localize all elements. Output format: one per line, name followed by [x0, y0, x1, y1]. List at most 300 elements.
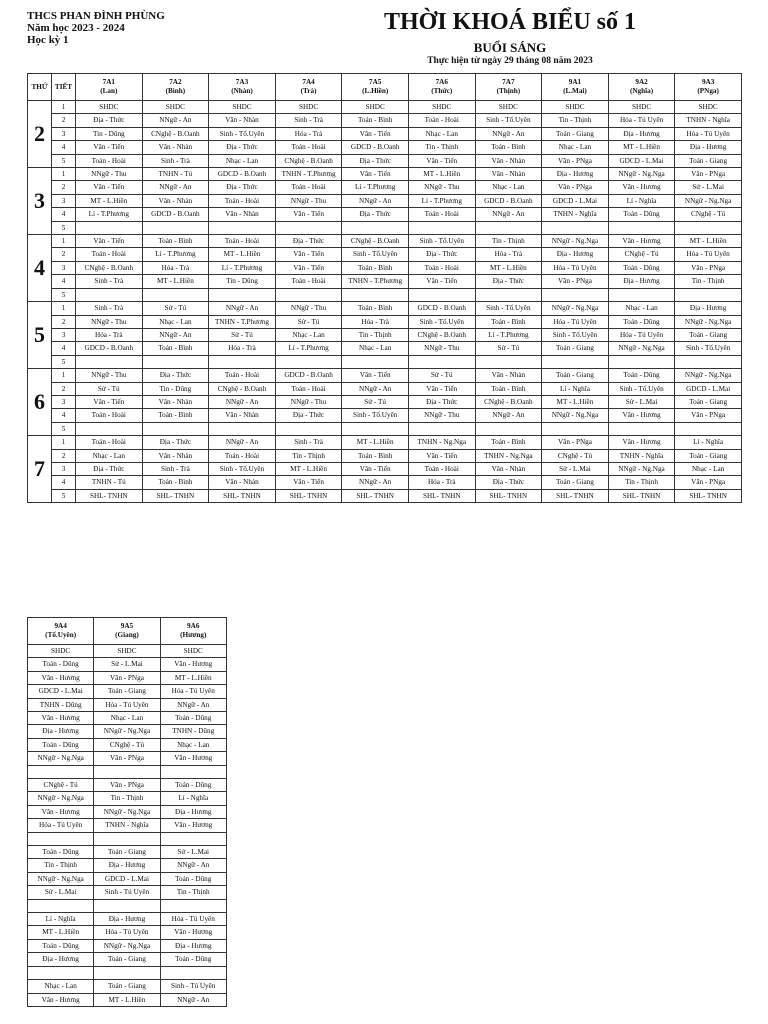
lesson-cell: Toán - Bình [342, 449, 409, 462]
lesson-cell: TNHN - T.Phương [275, 168, 342, 181]
lesson-cell: Sử - Tú [142, 302, 209, 315]
lesson-cell: Toán - Dũng [160, 779, 226, 792]
lesson-cell: Toán - Hoài [76, 409, 143, 422]
lesson-cell: Văn - Tiến [76, 141, 143, 154]
class-header [542, 74, 609, 101]
lesson-cell: Địa - Hương [608, 275, 675, 288]
lesson-cell: NNgữ - Ng.Nga [94, 725, 160, 738]
table-row [28, 832, 227, 845]
lesson-cell: SHDC [542, 101, 609, 114]
lesson-cell: Toán - Giang [675, 395, 742, 408]
class-header [342, 74, 409, 101]
lesson-cell: Sinh - Tố.Uyên [342, 409, 409, 422]
table-row [28, 476, 742, 489]
lesson-cell: Hóa - Trà [475, 248, 542, 261]
lesson-cell: Địa - Hương [160, 805, 226, 818]
lesson-cell: NNgữ - Ng.Nga [608, 462, 675, 475]
lesson-cell: Văn - Nhàn [209, 208, 276, 221]
lesson-cell: Nhạc - Lan [94, 712, 160, 725]
lesson-cell [542, 288, 609, 301]
lesson-cell: CNghệ - B.Oanh [475, 395, 542, 408]
lesson-cell [160, 899, 226, 912]
table-row [28, 141, 742, 154]
lesson-cell: TNHN - Nghĩa [94, 819, 160, 832]
class-teacher: (Bình) [165, 87, 186, 95]
lesson-cell: MT - L.Hiền [675, 235, 742, 248]
class-teacher: (Lan) [100, 87, 118, 95]
lesson-cell [608, 422, 675, 435]
class-teacher: (PNga) [697, 87, 719, 95]
lesson-cell: GDCD - B.Oanh [408, 302, 475, 315]
lesson-cell: Văn - PNga [675, 168, 742, 181]
table-row [28, 208, 742, 221]
lesson-cell: NNgữ - An [142, 114, 209, 127]
lesson-cell: CNghệ - B.Oanh [209, 382, 276, 395]
lesson-cell: Văn - Tiến [275, 261, 342, 274]
lesson-cell: CNghệ - Tú [28, 779, 94, 792]
lesson-cell [94, 899, 160, 912]
lesson-cell [542, 221, 609, 234]
lesson-cell: Sử - Tú [408, 369, 475, 382]
lesson-cell: Văn - Nhàn [142, 194, 209, 207]
lesson-cell: CNghệ - B.Oanh [275, 154, 342, 167]
class-header [675, 74, 742, 101]
lesson-cell: Địa - Thức [342, 154, 409, 167]
lesson-cell: Văn - Tiến [275, 248, 342, 261]
lesson-cell [408, 221, 475, 234]
class-name: 7A6 [435, 78, 448, 86]
lesson-cell: SHL- TNHN [209, 489, 276, 502]
class-name: 9A5 [120, 622, 134, 630]
lesson-cell: Văn - Nhàn [142, 449, 209, 462]
lesson-cell: Văn - PNga [542, 181, 609, 194]
table-row [28, 712, 227, 725]
lesson-cell: Sử - L.Mai [160, 846, 226, 859]
lesson-cell: NNgữ - An [342, 476, 409, 489]
lesson-cell: Nhạc - Lan [342, 342, 409, 355]
table-row [28, 248, 742, 261]
lesson-cell: Địa - Hương [675, 302, 742, 315]
period-cell: 1 [52, 235, 76, 248]
lesson-cell: NNgữ - An [160, 859, 226, 872]
lesson-cell: SHDC [94, 645, 160, 658]
lesson-cell [408, 355, 475, 368]
lesson-cell: Văn - Hương [28, 993, 94, 1006]
lesson-cell: Địa - Thức [76, 462, 143, 475]
table-row [28, 275, 742, 288]
lesson-cell [28, 765, 94, 778]
lesson-cell: Lí - Nghĩa [160, 792, 226, 805]
class-teacher: (Tố.Uyên) [45, 631, 77, 639]
header-row [28, 618, 227, 645]
lesson-cell: Hóa - Tú Uyên [28, 819, 94, 832]
lesson-cell: Nhạc - Lan [28, 980, 94, 993]
lesson-cell: Nhạc - Lan [209, 154, 276, 167]
lesson-cell: Hóa - Trà [76, 328, 143, 341]
lesson-cell: Lí - T.Phương [275, 342, 342, 355]
period-cell: 5 [52, 489, 76, 502]
lesson-cell: Văn - PNga [675, 409, 742, 422]
lesson-cell: NNgữ - An [142, 181, 209, 194]
lesson-cell: Toán - Giang [675, 328, 742, 341]
lesson-cell: MT - L.Hiền [142, 275, 209, 288]
lesson-cell: Nhạc - Lan [275, 328, 342, 341]
lesson-cell [28, 899, 94, 912]
lesson-cell: Văn - Tiến [342, 127, 409, 140]
session-subtitle: BUỔI SÁNG [473, 40, 547, 55]
lesson-cell: Địa - Thức [475, 275, 542, 288]
lesson-cell: Sử - Tú [209, 328, 276, 341]
day-cell: 5 [28, 302, 52, 369]
lesson-cell: Sử - Tú [342, 395, 409, 408]
lesson-cell: Hóa - Trà [275, 127, 342, 140]
lesson-cell: Tin - Thịnh [160, 886, 226, 899]
lesson-cell: Toán - Dũng [28, 939, 94, 952]
lesson-cell: Toán - Dũng [608, 208, 675, 221]
table-row [28, 328, 742, 341]
lesson-cell: Toán - Hoài [408, 462, 475, 475]
lesson-cell: Sinh - Tố.Uyên [542, 328, 609, 341]
lesson-cell [160, 966, 226, 979]
lesson-cell: NNgữ - An [160, 698, 226, 711]
lesson-cell: Toán - Hoài [275, 141, 342, 154]
lesson-cell: Tin - Thịnh [94, 792, 160, 805]
lesson-cell: SHL- TNHN [408, 489, 475, 502]
class-name: 7A7 [502, 78, 515, 86]
lesson-cell [342, 221, 409, 234]
lesson-cell: SHDC [342, 101, 409, 114]
lesson-cell: Hóa - Trà [342, 315, 409, 328]
table-row [28, 725, 227, 738]
lesson-cell: Nhạc - Lan [608, 302, 675, 315]
table-row [28, 221, 742, 234]
lesson-cell [675, 422, 742, 435]
lesson-cell: NNgữ - Thu [76, 315, 143, 328]
table-row [28, 127, 742, 140]
lesson-cell: SHDC [142, 101, 209, 114]
lesson-cell: NNgữ - Ng.Nga [675, 315, 742, 328]
lesson-cell: Văn - Tiến [76, 235, 143, 248]
lesson-cell: GDCD - B.Oanh [142, 208, 209, 221]
lesson-cell: CNghệ - Tú [542, 449, 609, 462]
table-row [28, 792, 227, 805]
lesson-cell: Hóa - Trà [209, 342, 276, 355]
timetable-secondary [27, 617, 227, 1007]
period-cell: 2 [52, 181, 76, 194]
class-name: 9A3 [701, 78, 715, 86]
lesson-cell: Sử - Tú [275, 315, 342, 328]
lesson-cell [209, 422, 276, 435]
lesson-cell: Văn - PNga [675, 261, 742, 274]
period-cell: 2 [52, 449, 76, 462]
lesson-cell: SHDC [675, 101, 742, 114]
lesson-cell: Toán - Bình [475, 436, 542, 449]
day-cell: 7 [28, 436, 52, 503]
table-row [28, 752, 227, 765]
lesson-cell: GDCD - B.Oanh [275, 369, 342, 382]
lesson-cell: Toán - Bình [475, 382, 542, 395]
lesson-cell: NNgữ - An [209, 395, 276, 408]
period-cell: 4 [52, 409, 76, 422]
lesson-cell: Toán - Hoài [76, 248, 143, 261]
class-teacher: (Giang) [115, 631, 139, 639]
lesson-cell: GDCD - L.Mai [608, 154, 675, 167]
lesson-cell: Văn - Tiến [408, 154, 475, 167]
lesson-cell [608, 288, 675, 301]
lesson-cell: SHL- TNHN [542, 489, 609, 502]
lesson-cell: Văn - Hương [28, 712, 94, 725]
lesson-cell: MT - L.Hiền [342, 436, 409, 449]
lesson-cell: Văn - Nhàn [142, 141, 209, 154]
table-row [28, 899, 227, 912]
timetable-main [27, 73, 742, 503]
header-row [28, 74, 742, 101]
table-row [28, 939, 227, 952]
lesson-cell: NNgữ - Ng.Nga [608, 342, 675, 355]
lesson-cell: MT - L.Hiền [28, 926, 94, 939]
lesson-cell: Văn - Tiến [342, 168, 409, 181]
lesson-cell: MT - L.Hiền [209, 248, 276, 261]
lesson-cell: SHL- TNHN [76, 489, 143, 502]
lesson-cell: Toán - Giang [94, 953, 160, 966]
school-term: Học kỳ 1 [27, 34, 69, 46]
period-cell: 1 [52, 168, 76, 181]
class-teacher: (Nhàn) [231, 87, 253, 95]
table-row [28, 369, 742, 382]
table-row [28, 302, 742, 315]
lesson-cell: GDCD - B.Oanh [76, 342, 143, 355]
lesson-cell: Sinh - Tố.Uyên [475, 302, 542, 315]
lesson-cell: NNgữ - Thu [275, 395, 342, 408]
lesson-cell: Văn - PNga [542, 436, 609, 449]
lesson-cell: TNHN - Ng.Nga [408, 436, 475, 449]
period-cell: 3 [52, 328, 76, 341]
lesson-cell: MT - L.Hiền [408, 168, 475, 181]
lesson-cell [142, 422, 209, 435]
lesson-cell: Nhạc - Lan [408, 127, 475, 140]
lesson-cell: Văn - Hương [160, 658, 226, 671]
table-row [28, 913, 227, 926]
lesson-cell: Tin - Thịnh [475, 235, 542, 248]
table-row [28, 671, 227, 684]
lesson-cell: Văn - Tiến [275, 476, 342, 489]
lesson-cell: Văn - Nhàn [475, 154, 542, 167]
table-row [28, 315, 742, 328]
lesson-cell: Lí - T.Phương [475, 328, 542, 341]
lesson-cell: Văn - Tiến [342, 462, 409, 475]
lesson-cell: Văn - Hương [28, 805, 94, 818]
lesson-cell: NNgữ - An [475, 208, 542, 221]
lesson-cell [275, 355, 342, 368]
day-cell: 6 [28, 369, 52, 436]
lesson-cell: Văn - Tiến [342, 369, 409, 382]
lesson-cell: CNghệ - B.Oanh [76, 261, 143, 274]
lesson-cell [76, 422, 143, 435]
lesson-cell: Văn - Nhàn [475, 462, 542, 475]
lesson-cell: Địa - Thức [142, 369, 209, 382]
lesson-cell: GDCD - B.Oanh [342, 141, 409, 154]
table-row [28, 422, 742, 435]
period-cell: 1 [52, 101, 76, 114]
period-cell: 2 [52, 248, 76, 261]
lesson-cell: Văn - Nhàn [475, 168, 542, 181]
lesson-cell: Văn - Tiến [76, 181, 143, 194]
period-cell: 2 [52, 114, 76, 127]
lesson-cell: Địa - Hương [608, 127, 675, 140]
lesson-cell: Toán - Bình [342, 114, 409, 127]
lesson-cell: Sinh - Trà [76, 275, 143, 288]
table-row [28, 395, 742, 408]
lesson-cell: NNgữ - Thu [408, 409, 475, 422]
lesson-cell: Văn - Nhàn [475, 369, 542, 382]
lesson-cell: Địa - Thức [76, 114, 143, 127]
lesson-cell: Toán - Hoài [209, 194, 276, 207]
period-cell: 2 [52, 382, 76, 395]
table-row [28, 966, 227, 979]
lesson-cell: Văn - Tiến [408, 275, 475, 288]
lesson-cell: Địa - Thức [275, 409, 342, 422]
lesson-cell: NNgữ - Thu [76, 369, 143, 382]
table-row [28, 765, 227, 778]
lesson-cell: NNgữ - Ng.Nga [94, 939, 160, 952]
lesson-cell: Địa - Hương [94, 859, 160, 872]
lesson-cell: SHL- TNHN [608, 489, 675, 502]
period-cell: 1 [52, 302, 76, 315]
lesson-cell: Sinh - Trà [275, 436, 342, 449]
lesson-cell [342, 422, 409, 435]
lesson-cell: Nhạc - Lan [475, 181, 542, 194]
lesson-cell [475, 422, 542, 435]
lesson-cell: Văn - Hương [160, 926, 226, 939]
lesson-cell: Địa - Thức [142, 436, 209, 449]
lesson-cell [608, 221, 675, 234]
table-row [28, 738, 227, 751]
table-row [28, 382, 742, 395]
lesson-cell [542, 355, 609, 368]
period-cell: 3 [52, 194, 76, 207]
lesson-cell: Toán - Dũng [160, 712, 226, 725]
lesson-cell: Sinh - Trà [275, 114, 342, 127]
lesson-cell [28, 966, 94, 979]
lesson-cell [28, 832, 94, 845]
class-header [142, 74, 209, 101]
lesson-cell: NNgữ - An [142, 328, 209, 341]
lesson-cell: SHL- TNHN [342, 489, 409, 502]
lesson-cell: Toán - Giang [542, 127, 609, 140]
lesson-cell: Lí - T.Phương [408, 194, 475, 207]
lesson-cell: Toán - Dũng [28, 658, 94, 671]
period-column-header: TIẾT [52, 74, 76, 101]
lesson-cell [408, 288, 475, 301]
lesson-cell: Văn - Hương [160, 752, 226, 765]
lesson-cell: Nhạc - Lan [542, 141, 609, 154]
lesson-cell: Địa - Thức [408, 248, 475, 261]
lesson-cell [608, 355, 675, 368]
lesson-cell: Tin - Thịnh [275, 449, 342, 462]
class-name: 7A5 [368, 78, 382, 86]
lesson-cell: NNgữ - An [209, 302, 276, 315]
lesson-cell: TNHN - Tú [142, 168, 209, 181]
lesson-cell: MT - L.Hiền [160, 671, 226, 684]
lesson-cell: Sinh - Tố.Uyên [342, 248, 409, 261]
lesson-cell: Văn - Tiến [408, 382, 475, 395]
lesson-cell: Hóa - Tú Uyên [675, 248, 742, 261]
lesson-cell: Toán - Hoài [408, 114, 475, 127]
lesson-cell: Tin - Thịnh [542, 114, 609, 127]
lesson-cell: Toán - Hoài [209, 449, 276, 462]
lesson-cell: CNghệ - Tú [675, 208, 742, 221]
lesson-cell: NNgữ - An [342, 382, 409, 395]
lesson-cell: MT - L.Hiền [94, 993, 160, 1006]
lesson-cell: Văn - PNga [542, 275, 609, 288]
period-cell: 3 [52, 462, 76, 475]
lesson-cell: Toán - Hoài [275, 181, 342, 194]
lesson-cell: SHDC [475, 101, 542, 114]
lesson-cell: SHDC [28, 645, 94, 658]
lesson-cell: SHDC [608, 101, 675, 114]
lesson-cell: TNHN - T.Phương [209, 315, 276, 328]
lesson-cell: Toán - Giang [542, 369, 609, 382]
class-teacher: (L.Hiền) [362, 87, 389, 95]
lesson-cell: Sinh - Tố.Uyên [209, 462, 276, 475]
lesson-cell: Địa - Hương [542, 248, 609, 261]
school-year: Năm học 2023 - 2024 [27, 22, 125, 34]
school-info [27, 10, 165, 46]
lesson-cell: Sinh - Trà [142, 462, 209, 475]
lesson-cell: Sử - Tú [76, 382, 143, 395]
lesson-cell [275, 288, 342, 301]
period-cell: 1 [52, 369, 76, 382]
lesson-cell: NNgữ - Thu [275, 302, 342, 315]
lesson-cell: Văn - Hương [608, 436, 675, 449]
table-row [28, 181, 742, 194]
class-teacher: (Trà) [300, 87, 317, 95]
lesson-cell: Tin - Thịnh [675, 275, 742, 288]
lesson-cell: Toán - Dũng [608, 369, 675, 382]
lesson-cell: Toán - Bình [142, 409, 209, 422]
lesson-cell: NNgữ - Ng.Nga [28, 872, 94, 885]
lesson-cell: Nhạc - Lan [675, 462, 742, 475]
period-cell: 4 [52, 141, 76, 154]
period-cell: 4 [52, 476, 76, 489]
lesson-cell [94, 765, 160, 778]
lesson-cell: TNHN - Tú [76, 476, 143, 489]
lesson-cell: Toán - Bình [142, 235, 209, 248]
lesson-cell: Nhạc - Lan [160, 738, 226, 751]
lesson-cell: Toán - Hoài [275, 275, 342, 288]
class-name: 7A2 [169, 78, 182, 86]
lesson-cell: Sinh - Tố.Uyên [408, 315, 475, 328]
table-row [28, 886, 227, 899]
lesson-cell: Địa - Hương [542, 168, 609, 181]
lesson-cell: TNHN - Dũng [28, 698, 94, 711]
lesson-cell: Toán - Giang [675, 449, 742, 462]
lesson-cell: Văn - Tiến [275, 208, 342, 221]
lesson-cell: Toán - Hoài [408, 208, 475, 221]
class-header [475, 74, 542, 101]
table-row [28, 779, 227, 792]
table-row [28, 980, 227, 993]
lesson-cell: Địa - Hương [160, 939, 226, 952]
lesson-cell: MT - L.Hiền [608, 141, 675, 154]
lesson-cell [275, 422, 342, 435]
day-cell: 2 [28, 101, 52, 168]
class-teacher: (Nghĩa) [629, 87, 654, 95]
class-header [28, 618, 94, 645]
table-row [28, 342, 742, 355]
table-row [28, 154, 742, 167]
lesson-cell: Văn - Nhàn [142, 395, 209, 408]
